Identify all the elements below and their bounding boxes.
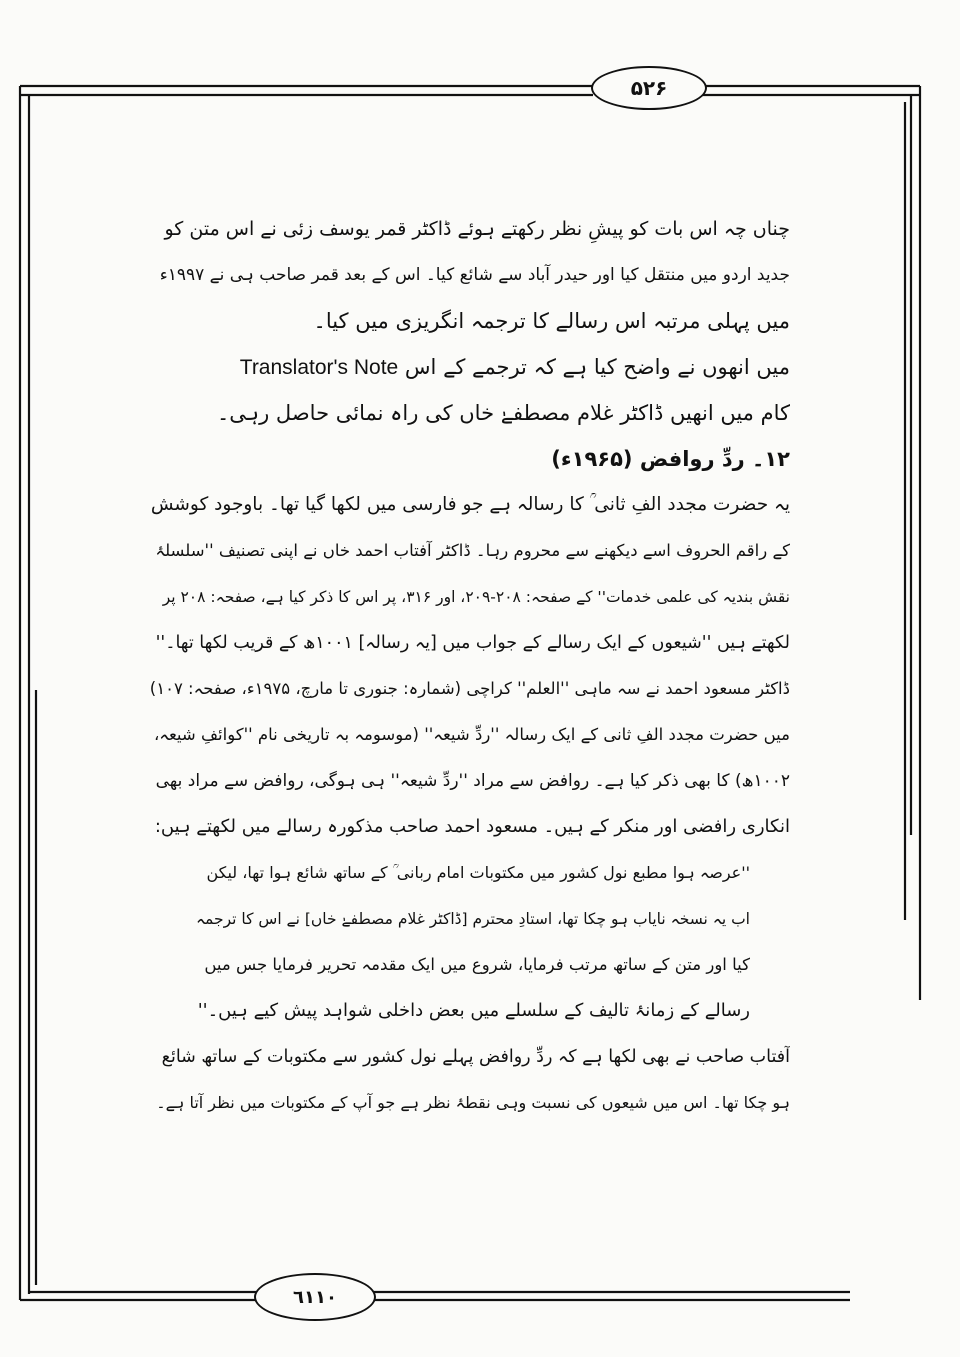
text-line: یہ حضرت مجدد الفِ ثانی ؒ کا رسالہ ہے جو فارسی میں لکھا گیا تھا۔ باوجود کوشش [150,494,790,515]
text-line: آفتاب صاحب نے بھی لکھا ہے کہ ردِّ روافض پہلے نول کشور سے مکتوبات کے ساتھ شائع [161,1047,790,1067]
text-line: چناں چہ اس بات کو پیشِ نظر رکھتے ہوئے ڈاکٹر قمر یوسف زئی نے اس متن کو [164,218,790,240]
text-line: جدید اردو میں منتقل کیا اور حیدر آباد سے شائع کیا۔ اس کے بعد قمر صاحب ہی نے ۱۹۹۷ء [159,265,790,285]
quote-line: رسالے کے زمانۂ تالیف کے سلسلے میں بعض داخلی شواہد پیش کیے ہیں۔'' [197,1000,750,1021]
quote-line: اب یہ نسخہ نایاب ہو چکا تھا، استادِ محترم [ڈاکٹر غلام مصطفےٰ خاں] نے اس کا ترجمہ [195,910,750,928]
text-line: انکاری رافضی اور منکر کے ہیں۔ مسعود احمد صاحب مذکورہ رسالے میں لکھتے ہیں: [154,816,790,837]
page-number-top: ۵۲۶ [591,66,707,110]
text-line-with-english-term [150,344,790,390]
page-number-bottom: ٦١١٠ [254,1273,376,1321]
text-line: میں حضرت مجدد الفِ ثانی کے ایک رسالہ ''ردِّ شیعہ'' (موسومہ بہ تاریخی نام ''کوائفِ شیعہ، [153,725,790,744]
body-text [150,206,790,1126]
quote-line: کیا اور متن کے ساتھ مرتب فرمایا، شروع میں ایک مقدمہ تحریر فرمایا جس میں [204,955,750,974]
text-line: کے راقم الحروف اسے دیکھنے سے محروم رہا۔ ڈاکٹر آفتاب احمد خاں نے اپنی تصنیف ''سلسلۂ [155,541,790,560]
text-line: میں پہلی مرتبہ اس رسالے کا ترجمہ انگریزی میں کیا۔ [313,309,790,333]
text-line: کام میں انھیں ڈاکٹر غلام مصطفےٰ خاں کی راہ نمائی حاصل رہی۔ [217,401,790,425]
text-line: نقش بندیہ کی علمی خدمات'' کے صفحہ: ۲۰۸-۲۰۹، اور ۳۱۶، پر اس کا ذکر کیا ہے، صفحہ: ۲۰۸ پر [162,588,790,606]
text-fragment: میں انھوں نے واضح کیا ہے کہ ترجمے کے اس [404,355,790,379]
section-heading: ۱۲۔ ردِّ روافض (۱۹۶۵ء) [551,447,790,471]
quote-line: ''عرصہ ہوا مطبع نول کشور میں مکتوبات امام ربانی ؒ کے ساتھ شائع ہوا تھا، لیکن [206,863,750,882]
text-line: ہو چکا تھا۔ اس میں شیعوں کی نسبت وہی نقطۂ نظر ہے جو آپ کے مکتوبات میں نظر آتا ہے۔ [156,1093,790,1112]
text-line: لکھتے ہیں ''شیعوں کے ایک رسالے کے جواب میں [یہ رسالہ] ۱۰۰۱ھ کے قریب لکھا تھا۔'' [155,633,790,653]
english-term: Translator's Note [239,356,399,379]
text-line: ۱۰۰۲ھ) کا بھی ذکر کیا ہے۔ روافض سے مراد ''ردِّ شیعہ'' ہی ہوگی، روافض سے مراد بھی [155,771,790,791]
text-line: ڈاکٹر مسعود احمد نے سہ ماہی ''العلم'' کراچی (شمارہ: جنوری تا مارچ، ۱۹۷۵ء، صفحہ: ۱۰۷) [150,679,790,698]
